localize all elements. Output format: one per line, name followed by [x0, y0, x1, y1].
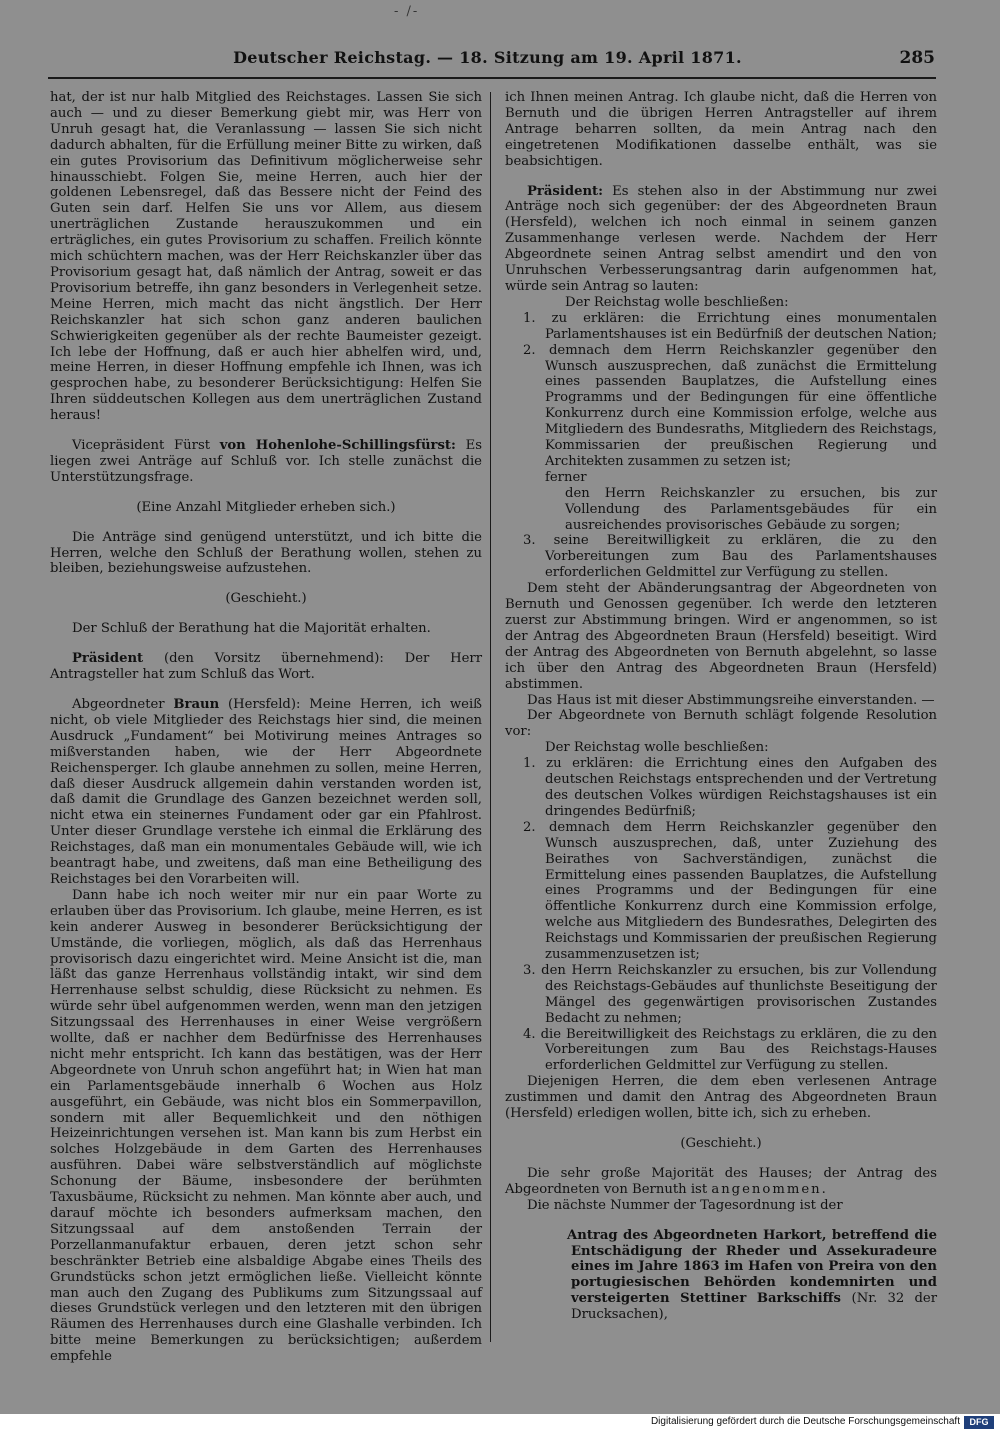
resolution-item: 2. demnach dem Herrn Reichskanzler gegenüber den Wunsch auszusprechen, daß, unter Zuziehung des Beirathes von Sachverständigen, zunächst die Ermittelung eines passenden Bauplatzes, die Aufstellung eines Programms und der Bedingungen für eine öffentliche Konkurrenz durch eine Kommission erfolge, welche aus Mitgliedern des Bundesrathes, Delegirten des Reichstags und Kommissarien der preußischen Regierung zusammenzusetzen ist; [523, 819, 937, 963]
speaker-name: von Hohenlohe-Schillingsfürst: [219, 438, 456, 454]
scan-mark: - /- [394, 4, 420, 19]
paragraph: Dann habe ich noch weiter mir nur ein paar Worte zu erlauben über das Provisorium. Ich glaube, meine Herren, es ist kein anderer Ausweg in besonderer Berücksichtigung der Umstände, die vorliegen, möglich, als daß das Herrenhaus provisorisch dazu eingerichtet wird. Meine Ansicht ist die, man läßt das ganze Herrenhaus vollständig intakt, wir sind dem Herrenhause selbst schuldig, diese Rücksicht zu nehmen. Es würde sehr übel aufgenommen werden, wenn man den jetzigen Sitzungssaal des Herrenhauses in einer Weise vergrößern wollte, daß er nachher dem Bedürfnisse des Herrenhauses nicht mehr entspricht. Ich kann das bestätigen, was der Herr Abgeordnete von Unruh schon angeführt hat; in Wien hat man ein Parlamentsgebäude innerhalb 6 Wochen aus Holz ausgeführt, ein Gebäude, was nicht blos ein Sommerpavillon, sondern mit aller Bequemlichkeit und den nöthigen Heizeinrichtungen versehen ist. Man kann bis zum Herbst ein solches Holzgebäude in dem Garten des Herrenhauses ausführen. Dabei wäre selbstverständlich auf möglichste Schonung der Bäume, insbesondere der berühmten Taxusbäume, Rücksicht zu nehmen. Man könnte aber auch, und darauf möchte ich besonders aufmerksam machen, den Sitzungssaal auf dem anstoßenden Terrain der Porzellanmanufaktur erbauen, deren jetzt schon sehr beschränkter Betrieb eine alsbaldige Abgabe eines Theils des Grundstücks schon jetzt ermöglichen ließe. Vielleicht könnte man auch den Zugang des Publikums zum Sitzungssaal auf dieses Grundstück verlegen und den letzteren mit den übrigen Räumen des Herrenhauses durch eine Glashalle verbinden. Ich bitte meine Bemerkungen zu berücksichtigen; außerdem empfehle [50, 887, 482, 1365]
column-divider [490, 92, 491, 1342]
motion-item: 2. demnach dem Herrn Reichskanzler gegenüber den Wunsch auszusprechen, daß zunächst die Ermittelung eines passenden Bauplatzes, die Aufstellung eines Programms und der Bedingungen für eine öffentliche Konkurrenz durch eine Kommission erfolge, welche aus Mitgliedern des Bundesraths, Mitgliedern des Reichstags, Kommissarien der preußischen Regierung und Architekten zusammen zu setzen ist; [523, 342, 937, 469]
paragraph: Der Abgeordnete von Bernuth schlägt folgende Resolution vor: [505, 708, 937, 740]
dfg-logo: DFG [964, 1416, 994, 1429]
motion-item-ferner: ferner [545, 469, 587, 485]
resolution-item: 3. den Herrn Reichskanzler zu ersuchen, bis zur Vollendung des Reichstags-Gebäudes auf thunlichste Beseitigung der Mängel des gegenwärtigen provisorischen Zustandes Bedacht zu nehmen; [523, 962, 937, 1026]
speaker-label: Vicepräsident Fürst [72, 438, 211, 454]
header-rule [48, 77, 936, 79]
paragraph: Die nächste Nummer der Tagesordnung ist der [527, 1197, 843, 1213]
statement-text: Es stehen also in der Abstimmung nur zwei Anträge noch sich gegenüber: der des Abgeordneten Braun (Hersfeld), welchen ich noch einmal in seinem ganzen Zusammenhange verlesen werde. Nachdem der Herr Abgeordnete seinen Antrag selbst amendirt und den von Unruhschen Verbesserungsantrag darin aufgenommen hat, würde sein Antrag so lauten: [505, 183, 938, 294]
resolution-intro: Der Reichstag wolle beschließen: [565, 294, 789, 310]
resolution-item: 4. die Bereitwilligkeit des Reichstags zu erklären, die zu den Vorbereitungen zum Bau des Reichstags-Hauses erforderlichen Geldmittel zur Verfügung zu stellen. [523, 1026, 937, 1074]
statement-text: (den Vorsitz übernehmend): Der Herr Antragsteller hat zum Schluß das Wort. [50, 651, 483, 683]
paragraph: ich Ihnen meinen Antrag. Ich glaube nicht, daß die Herren von Bernuth und die übrigen Herren Antragsteller auf ihrem Antrage beharren sollten, da mein Antrag nach den eingetretenen Modifikationen dasselbe enthält, was sie beabsichtigen. [505, 90, 937, 169]
paragraph: Diejenigen Herren, die dem eben verlesenen Antrage zustimmen und damit den Antrag des Abgeordneten Braun (Hersfeld) erledigen wollen, bitte ich, sich zu erheben. [505, 1074, 937, 1122]
vicepresident-statement [50, 438, 482, 486]
page-number: 285 [899, 48, 935, 68]
motion-item-continuation: den Herrn Reichskanzler zu ersuchen, bis zur Vollendung des Parlamentsgebäudes für ein ausreichendes provisorisches Gebäude zu sorgen; [565, 485, 937, 533]
right-column [505, 90, 937, 1323]
braun-speech [50, 697, 482, 888]
president-statement [50, 651, 482, 683]
speaker-name: Braun [173, 697, 220, 712]
statement-text: Es liegen zwei Anträge auf Schluß vor. Ich stelle zunächst die Unterstützungsfrage. [50, 438, 482, 485]
resolution-item: 1. zu erklären: die Errichtung eines den Aufgaben des deutschen Reichstags entsprechenden und der Vertretung des deutschen Volkes würdigen Reichstagshauses ist ein dringendes Bedürfniß; [523, 756, 937, 819]
result-word: angenommen. [711, 1181, 828, 1197]
paragraph: Das Haus ist mit dieser Abstimmungsreihe einverstanden. — [527, 692, 935, 708]
running-title: Deutscher Reichstag. — 18. Sitzung am 19. April 1871. [233, 48, 742, 67]
stage-direction: (Geschieht.) [225, 591, 307, 607]
stage-direction: (Eine Anzahl Mitglieder erheben sich.) [136, 499, 396, 515]
paragraph: Dem steht der Abänderungsantrag der Abgeordneten von Bernuth und Genossen gegenüber. Ich werde den letzteren zuerst zur Abstimmung bringen. Wird er angenommen, so ist der Antrag des Abgeordneten Braun (Hersfeld) beseitigt. Wird der Antrag des Abgeordneten von Bernuth abgelehnt, so lasse ich über den Antrag des Abgeordneten Braun (Hersfeld) abstimmen. [505, 581, 937, 692]
page-header [40, 48, 935, 72]
agenda-reference: (Nr. 32 der Drucksachen), [571, 1291, 937, 1323]
footer [0, 1414, 1000, 1432]
speaker-label: Präsident: [527, 183, 604, 199]
speaker-label: Präsident [72, 651, 144, 667]
speaker-label: Abgeordneter [72, 697, 165, 712]
motion-item: 1. zu erklären: die Errichtung eines monumentalen Parlamentshauses ist ein Bedürfniß der deutschen Nation; [523, 310, 937, 342]
paragraph: hat, der ist nur halb Mitglied des Reichstages. Lassen Sie sich auch — und zu dieser Bemerkung giebt mir, was Herr von Unruh gesagt hat, die Veranlassung — lassen Sie sich nicht dadurch abhalten, für die Erfüllung meiner Bitte zu wirken, daß ein gutes Provisorium das Definitivum möglicherweise sehr hinausschiebt. Folgen Sie, meine Herren, auch hier der goldenen Lebensregel, daß das Bessere nicht der Feind des Guten sein darf. Helfen Sie uns vor Allem, aus diesem unerträglichen Zustande herauszukommen und ein erträgliches, ein gutes Provisorium zu schaffen. Freilich könnte mich schüchtern machen, was der Herr Reichskanzler über das Provisorium gesagt hat, daß nämlich der Antrag, soweit er das Provisorium betreffe, ihn ganz besonders in Verlegenheit setze. Meine Herren, mich macht das nicht ängstlich. Der Herr Reichskanzler hat sich schon ganz anderen baulichen Schwierigkeiten gegenüber als der rechte Baumeister gezeigt. Ich lebe der Hoffnung, daß er auch hier abhelfen wird, und, meine Herren, in dieser Hoffnung empfehle ich Ihnen, was ich gesprochen habe, zu besonderer Berücksichtigung: Helfen Sie Ihren süddeutschen Kollegen aus dem unerträglichen Zustand heraus! [50, 90, 482, 424]
paragraph: Der Schluß der Berathung hat die Majorität erhalten. [72, 621, 431, 637]
resolution-intro: Der Reichstag wolle beschließen: [545, 740, 769, 756]
left-column [50, 90, 482, 1365]
stage-direction: (Geschieht.) [680, 1136, 762, 1151]
motion-item: 3. seine Bereitwilligkeit zu erklären, die zu den Vorbereitungen zum Bau des Parlamentshauses erforderlichen Geldmittel zur Verfügung zu stellen. [523, 533, 937, 581]
result-text: Die sehr große Majorität des Hauses; der Antrag des Abgeordneten von Bernuth ist [505, 1165, 937, 1197]
result-paragraph [505, 1166, 937, 1198]
president-statement [505, 184, 937, 295]
paragraph: Die Anträge sind genügend unterstützt, und ich bitte die Herren, welche den Schluß der Berathung wollen, stehen zu bleiben, beziehungsweise aufzustehen. [50, 529, 482, 577]
funding-credit: Digitalisierung gefördert durch die Deutsche Forschungsgemeinschaft [650, 1416, 960, 1427]
agenda-item [505, 1228, 937, 1323]
agenda-title: Antrag des Abgeordneten Harkort, betreffend die Entschädigung der Rheder und Assekuradeure eines im Jahre 1863 im Hafen von Preira von den portugiesischen Behörden kondemnirten und versteigerten Stettiner Barkschiffs [567, 1227, 937, 1307]
statement-text: (Hersfeld): Meine Herren, ich weiß nicht, ob viele Mitglieder des Reichstags hier sind, die meinen Ausdruck „Fundament“ bei Motivirung meines Antrages so mißverstanden haben, wie der Herr Abgeordnete Reichensperger. Ich glaube annehmen zu sollen, meine Herren, daß dieser Ausdruck allgemein dahin verstanden worden ist, daß damit die Grundlage des Ganzen bezeichnet werden soll, nicht etwa ein steinernes Fundament oder gar ein Pfahlrost. Unter dieser Grundlage verstehe ich einmal die Erklärung des Reichstages, daß man ein monumentales Gebäude will, wie ich beantragt habe, und zweitens, daß man eine Betheiligung des Reichstages bei den Vorarbeiten will. [50, 697, 482, 887]
